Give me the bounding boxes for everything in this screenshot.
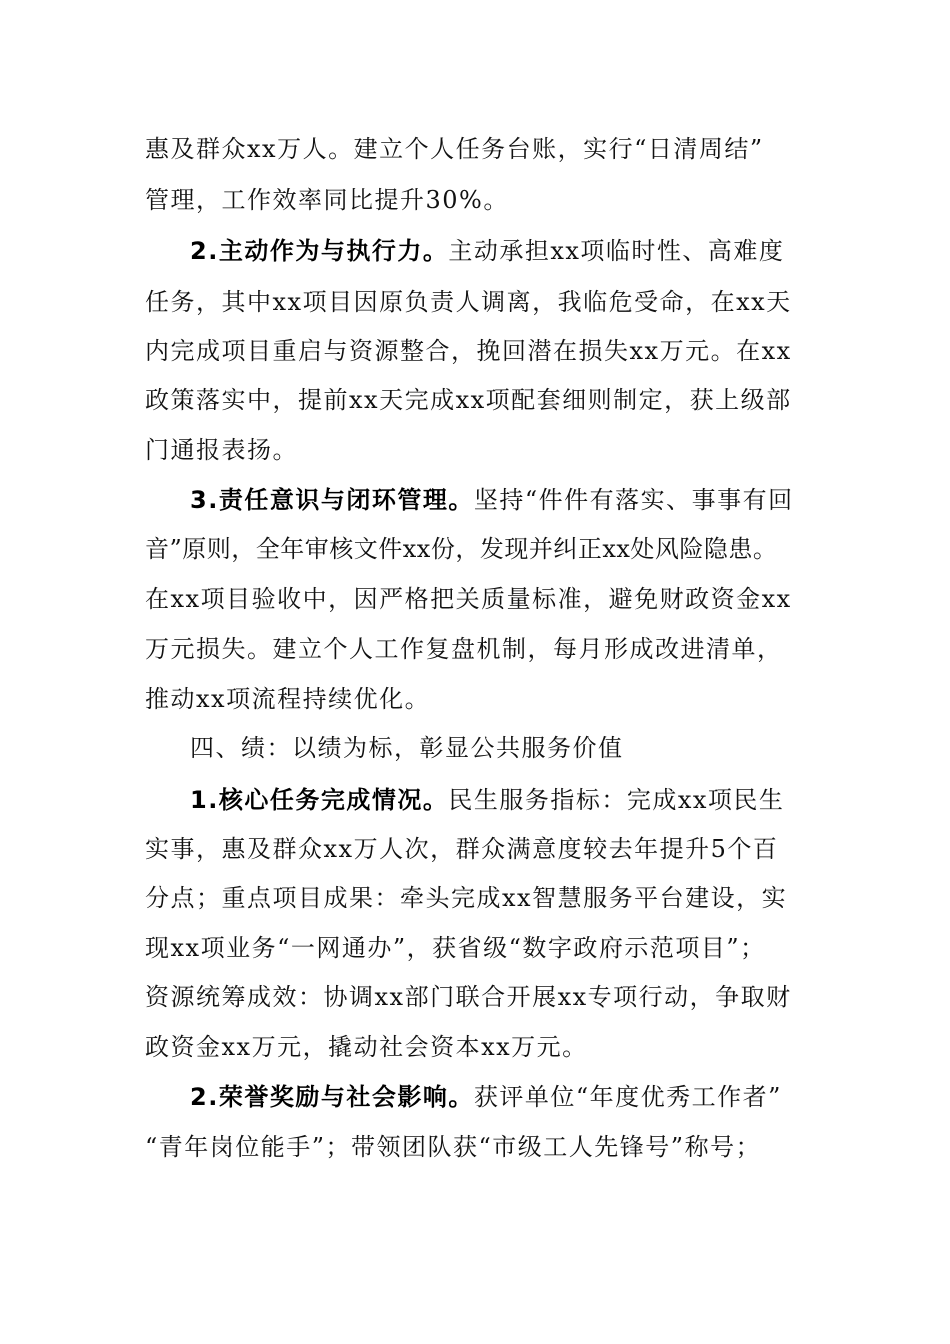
line-text: 推动xx项流程持续优化。: [145, 685, 431, 713]
paragraph-line: [145, 287, 792, 317]
paragraph-line: [145, 1132, 761, 1162]
section-heading: 3.责任意识与闭环管理。: [190, 486, 474, 514]
paragraph-line: [190, 236, 784, 266]
paragraph-line: [145, 883, 787, 913]
line-text: 在xx项目验收中，因严格把关质量标准，避免财政资金xx: [145, 585, 792, 613]
paragraph-line: [145, 684, 430, 714]
chapter-heading: [190, 733, 624, 763]
paragraph-line: [145, 634, 783, 664]
line-text: 实事，惠及群众xx万人次，群众满意度较去年提升5个百: [145, 835, 779, 863]
line-text: 政资金xx万元，撬动社会资本xx万元。: [145, 1033, 588, 1061]
paragraph-line: [190, 785, 784, 815]
paragraph-line: [145, 584, 792, 614]
line-text: 民生服务指标：完成xx项民生: [448, 786, 785, 814]
line-text: 资源统筹成效：协调xx部门联合开展xx专项行动，争取财: [145, 983, 792, 1011]
line-text: 管理，工作效率同比提升30%。: [145, 186, 509, 214]
paragraph-line: [145, 134, 764, 164]
line-text: 万元损失。建立个人工作复盘机制，每月形成改进清单，: [145, 635, 783, 663]
paragraph-line: [190, 485, 794, 515]
line-text: 现xx项业务“一网通办”，获省级“数字政府示范项目”；: [145, 934, 766, 962]
paragraph-line: [145, 435, 298, 465]
paragraph-line: [145, 185, 509, 215]
line-text: 内完成项目重启与资源整合，挽回潜在损失xx万元。在xx: [145, 337, 792, 365]
section-heading: 1.核心任务完成情况。: [190, 786, 449, 814]
line-text: 四、绩：以绩为标，彰显公共服务价值: [190, 734, 624, 762]
paragraph-line: [190, 1082, 782, 1112]
section-heading: 2.荣誉奖励与社会影响。: [190, 1083, 474, 1111]
line-text: 惠及群众xx万人。建立个人任务台账，实行“日清周结”: [145, 135, 764, 163]
line-text: 坚持“件件有落实、事事有回: [473, 486, 794, 514]
paragraph-line: [145, 1032, 588, 1062]
line-text: 音”原则，全年审核文件xx份，发现并纠正xx处风险隐患。: [145, 535, 778, 563]
section-heading: 2.主动作为与执行力。: [190, 237, 449, 265]
paragraph-line: [145, 385, 792, 415]
line-text: 任务，其中xx项目因原负责人调离，我临危受命，在xx天: [145, 288, 792, 316]
paragraph-line: [145, 982, 792, 1012]
line-text: 门通报表扬。: [145, 436, 298, 464]
line-text: 获评单位“年度优秀工作者”: [473, 1083, 782, 1111]
paragraph-line: [145, 933, 766, 963]
paragraph-line: [145, 534, 777, 564]
paragraph-line: [145, 336, 792, 366]
line-text: 政策落实中，提前xx天完成xx项配套细则制定，获上级部: [145, 386, 792, 414]
line-text: “青年岗位能手”；带领团队获“市级工人先锋号”称号；: [145, 1133, 762, 1161]
line-text: 主动承担xx项临时性、高难度: [448, 237, 785, 265]
paragraph-line: [145, 834, 778, 864]
line-text: 分点；重点项目成果：牵头完成xx智慧服务平台建设，实: [145, 884, 788, 912]
